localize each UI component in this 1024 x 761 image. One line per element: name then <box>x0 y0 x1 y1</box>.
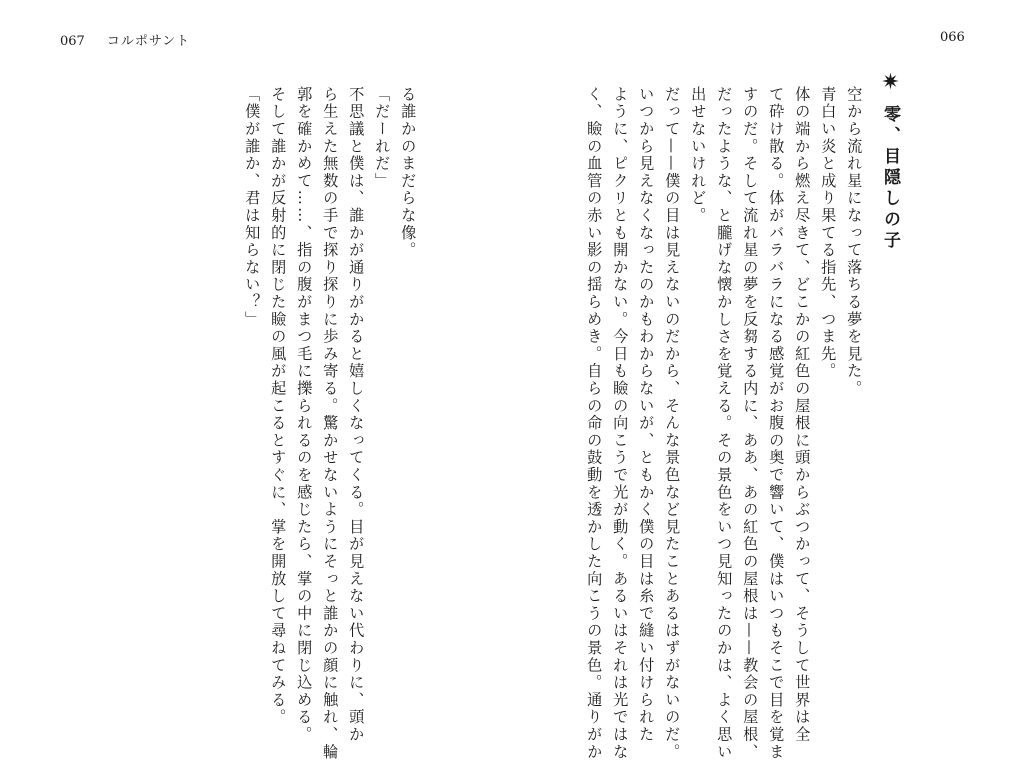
right-line-1: 空から流れ星になって落ちる夢を見た。 <box>845 86 864 398</box>
right-page-number: 066 <box>940 30 965 45</box>
right-line-11: く、瞼の血管の赤い影の揺らめき。自らの命の鼓動を透かした向こうの景色。通りがか <box>585 86 604 761</box>
right-line-6: だったような、と朧げな懐かしさを覚える。その景色をいつ見知ったのかは、よく思い <box>715 86 734 761</box>
right-line-7: 出せないけれど。 <box>689 86 708 225</box>
left-line-1: る誰かのまだらな像。 <box>399 86 418 259</box>
left-line-6: そして誰かが反射的に閉じた瞼の風が起こるとすぐに、掌を開放して尋ねてみる。 <box>269 86 288 727</box>
left-line-5: 郭を確かめて……、指の腹がまつ毛に擽られるのを感じたら、掌の中に閉じ込める。 <box>295 86 314 744</box>
running-title: コルポサント <box>106 34 191 49</box>
right-line-5: すのだ。そして流れ星の夢を反芻する内に、ああ、あの紅色の屋根は——教会の屋根、 <box>741 86 760 761</box>
left-running-head <box>60 30 190 49</box>
right-line-4: て砕け散る。体がバラバラになる感覚がお腹の奥で響いて、僕はいつもそこで目を覚ま <box>767 86 786 761</box>
star-ornament-icon: ✷ <box>881 70 900 95</box>
chapter-heading <box>878 70 903 252</box>
left-line-7: 「僕が誰か、君は知らない？」 <box>243 86 262 329</box>
right-line-10: ように、ピクリとも開かない。今日も瞼の向こうで光が動く。あるいはそれは光ではな <box>611 86 630 761</box>
left-line-4: ら生えた無数の手で探り探りに歩み寄る。驚かせないようにそっと誰かの顔に触れ、輪 <box>321 86 340 761</box>
left-line-2: 「だーれだ」 <box>373 86 392 190</box>
left-line-3: 不思議と僕は、誰かが通りがかると嬉しくなってくる。目が見えない代わりに、頭か <box>347 86 366 744</box>
left-page-number: 067 <box>60 34 85 49</box>
chapter-title: 零、目隠しの子 <box>880 105 900 252</box>
right-line-9: いつから見えなくなったのかもわからないが、ともかく僕の目は糸で縫い付けられた <box>637 86 656 744</box>
right-line-8: だって——僕の目は見えないのだから、そんな景色など見たことあるはずがないのだ。 <box>663 86 682 761</box>
right-running-head <box>940 30 965 45</box>
right-line-2: 青白い炎と成り果てる指先、つま先。 <box>819 86 838 381</box>
right-line-3: 体の端から燃え尽きて、どこかの紅色の屋根に頭からぶつかって、そうして世界は全 <box>793 86 812 744</box>
